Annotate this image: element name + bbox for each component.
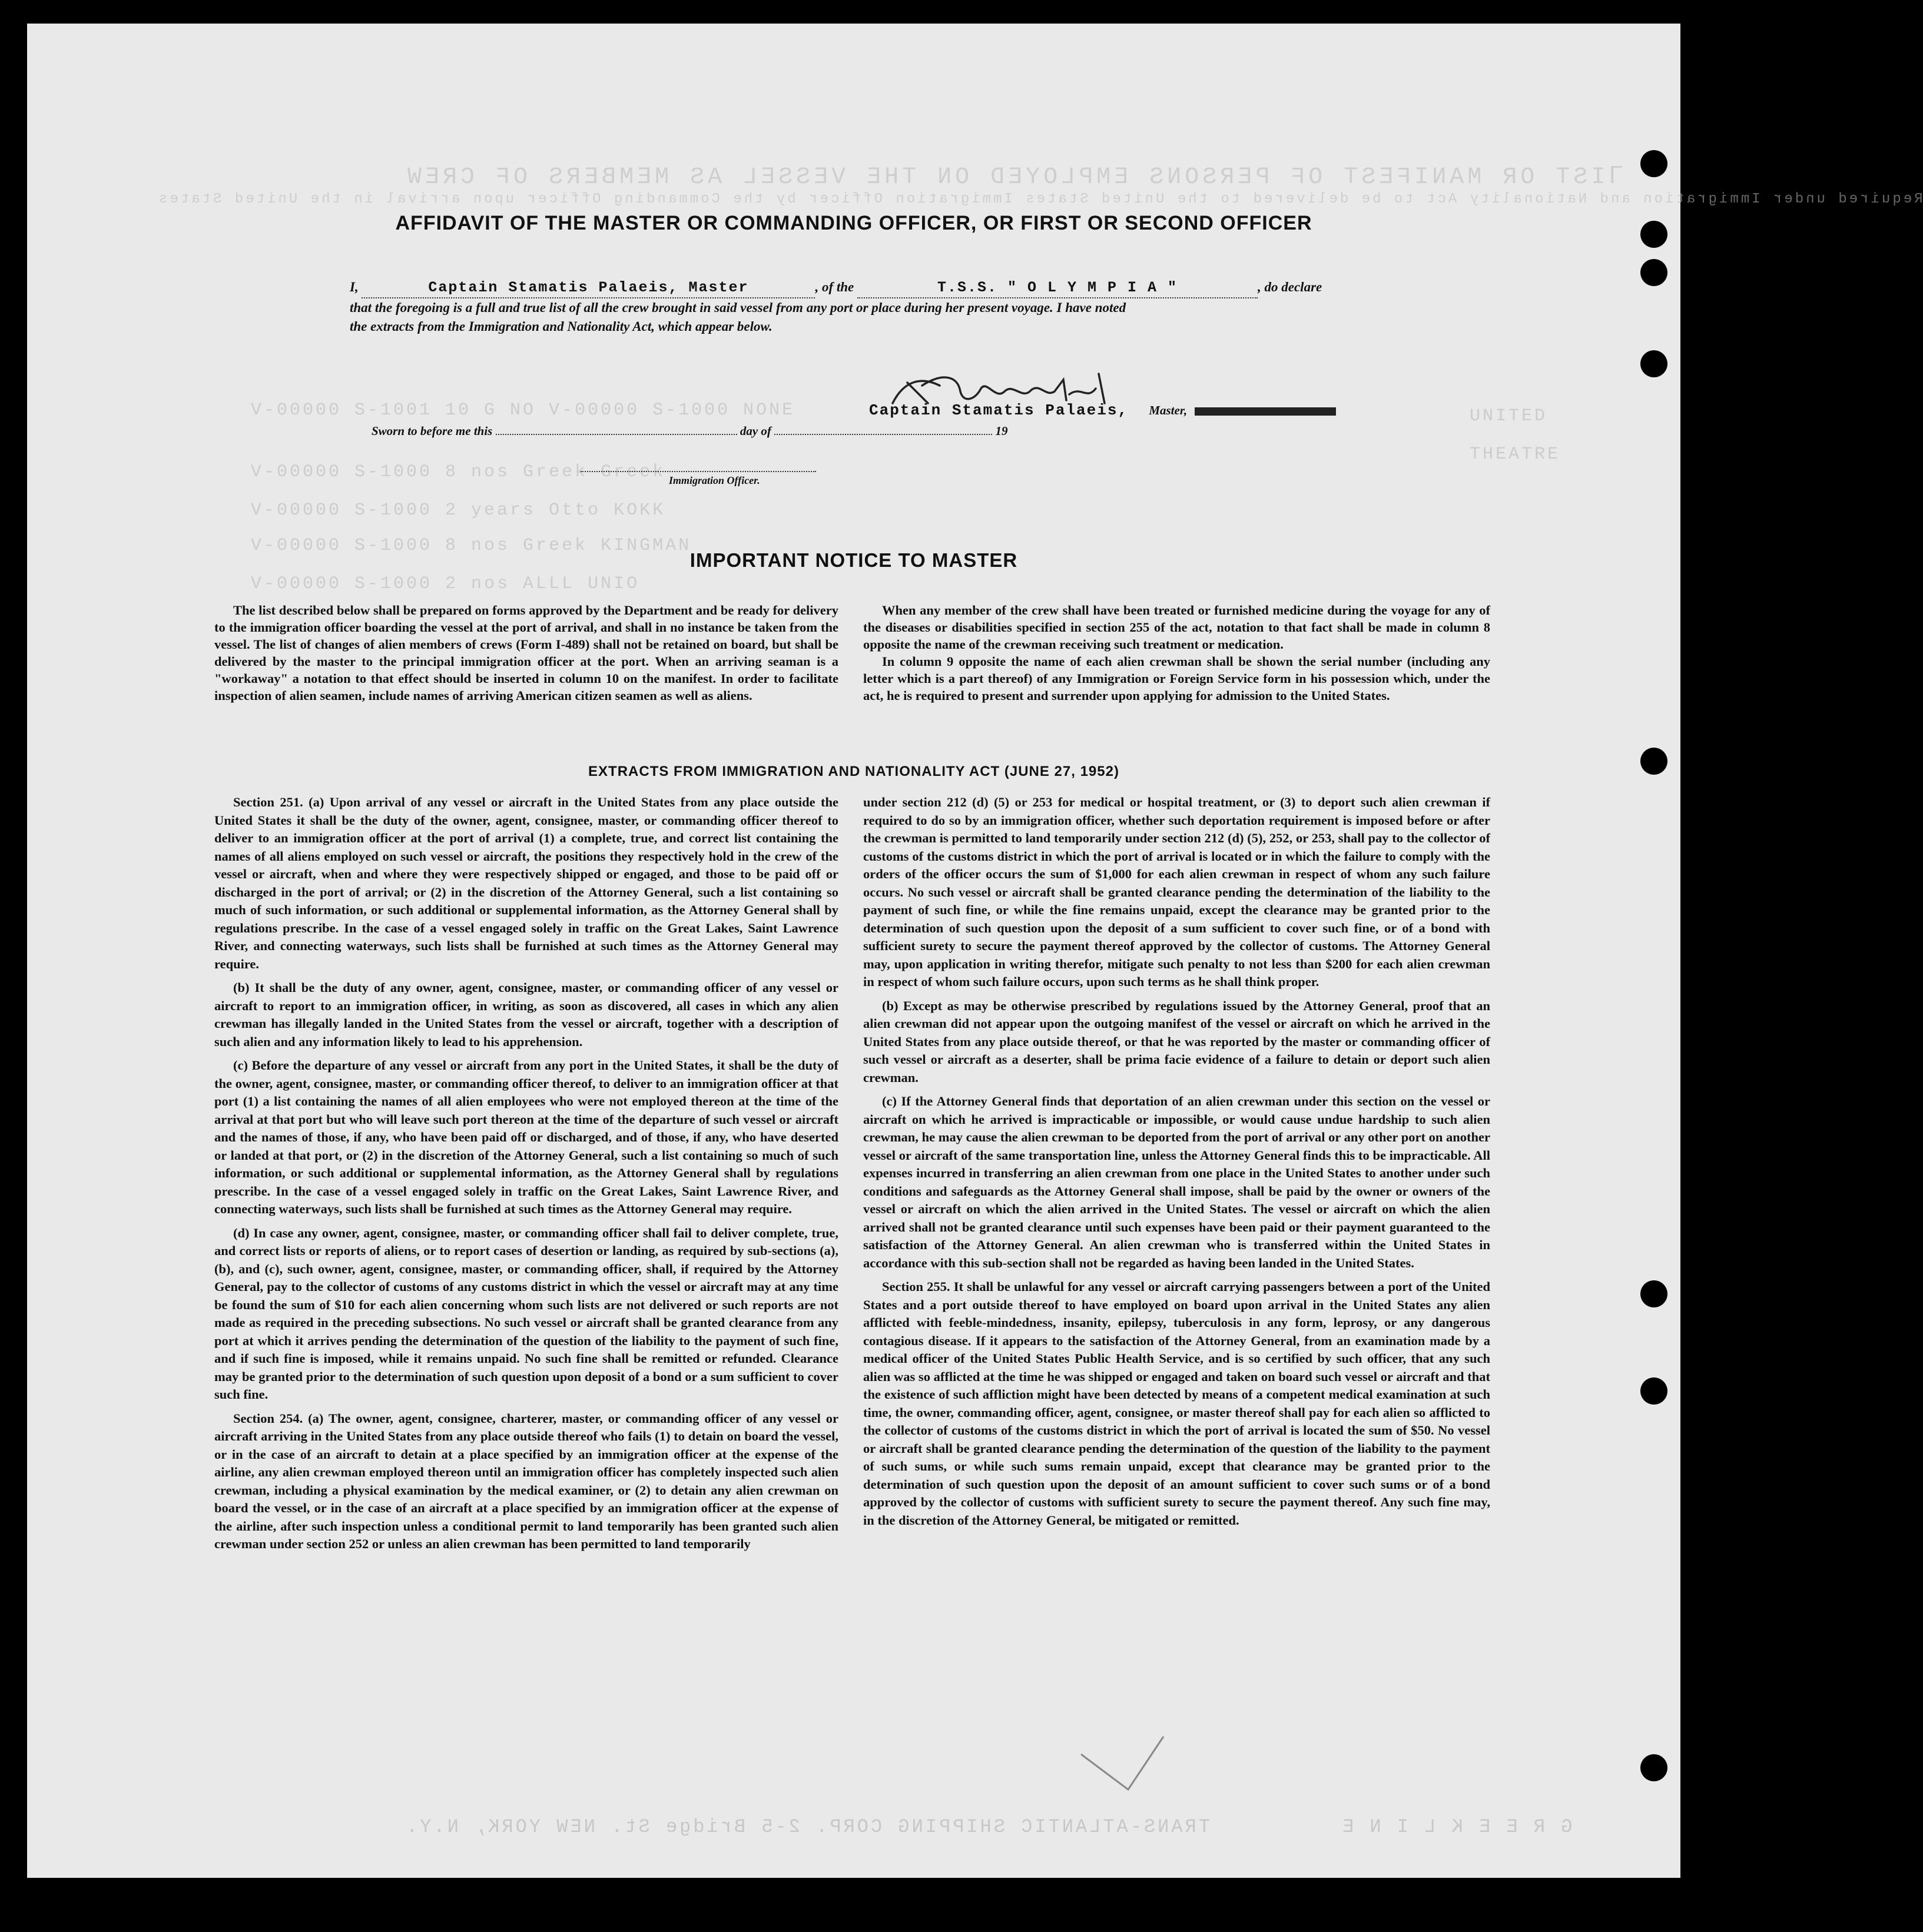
punch-hole	[1640, 1280, 1667, 1307]
bleed-through-text: UNITED	[1470, 406, 1548, 426]
section-251d: (d) In case any owner, agent, consignee, master, or commanding officer shall fail to deliver complete, true, and correct lists or reports of aliens, or to report cases of desertion or landing, as required by sub-sections (a), (b), and (c), such owner, agent, consignee, master, or commanding officer, shall, if required by the Attorney General, pay to the collector of customs of any customs district in which the vessel or aircraft may at any time be found the sum of $10 for each alien concerning whom such lists are not delivered or such reports are not made as required in the preceding subsections. No such vessel or aircraft shall be granted clearance from any port at which it arrives pending the determination of the question of the liability to the payment of such fine, and if such fine is imposed, while it remains unpaid. No such fine shall be remitted or refunded. Clearance may be granted prior to the determination of such question upon deposit of a bond or a sum sufficient to cover such fine.	[214, 1225, 838, 1402]
punch-hole	[1640, 350, 1667, 377]
section-254a-continued: under section 212 (d) (5) or 253 for medical or hospital treatment, or (3) to deport such alien crewman if required to do so by an immigration officer, whether such deportation requirement is imposed before or after the crewman is permitted to land temporarily under section 212 (d) (5), 252, or 253, shall pay to the collector of customs of the customs district in which the port of arrival is located or in which the failure to comply with the orders of the officer occurs the sum of $1,000 for each alien crewman in respect of whom any such failure occurs. No such vessel or aircraft shall be granted clearance pending the determination of the liability to the payment of such fine, or while the fine remains unpaid, except the clearance may be granted prior to the determination of such question upon the deposit of a sum sufficient to cover such fine, or of a bond with sufficient surety to secure the payment thereof approved by the collector of customs. The Attorney General may, upon application in writing therefor, mitigate such penalty to not less than $200 for each alien crewman in respect of whom such failure occurs, upon such terms as he shall think proper.	[863, 795, 1490, 989]
signed-name-row	[869, 401, 1336, 419]
bleed-through-text: V-00000 S-1001 10 G NO V-00000 S-1000 NONE	[251, 400, 795, 420]
pencil-check-mark	[1075, 1731, 1193, 1795]
bleed-through-text: V-00000 S-1000 2 nos ALLL UNIO	[251, 574, 640, 594]
punch-hole	[1640, 259, 1667, 286]
year-label: 19	[995, 424, 1008, 438]
master-name: Captain Stamatis Palaeis, Master	[428, 279, 749, 296]
extracts-left-column	[214, 794, 838, 1559]
bleed-through-text: THEATRE	[1470, 444, 1561, 464]
day-of-label: day of	[740, 424, 771, 438]
declaration-line-3: the extracts from the Immigration and Nationality Act, which appear below.	[350, 319, 772, 334]
vessel-name: T.S.S. " O L Y M P I A "	[937, 279, 1178, 296]
sworn-month-field	[774, 434, 992, 435]
bleed-through-footer: TRANS-ATLANTIC SHIPPING CORP. 2-5 Bridge St. NEW YORK, N.Y.	[404, 1816, 1210, 1838]
declaration-line-2: that the foregoing is a full and true list of all the crew brought in said vessel from any port or place during her present voyage. I have noted	[350, 300, 1126, 315]
declaration-i-label: I,	[350, 280, 359, 294]
section-254b: (b) Except as may be otherwise prescribed by regulations issued by the Attorney General, proof that an alien crewman did not appear upon the outgoing manifest of the vessel or aircraft on which he arrived in the United States from any place outside thereof, or that he was reported by the master or commanding officer of such vessel or aircraft as a deserter, shall be prima facie evidence of a failure to detain or deport such alien crewman.	[863, 998, 1490, 1085]
bleed-through-text: ꓶIST OR MANIFEST OF PERSONS EMPLOYED ON THE VESSEL AS MEMBERS OF CREW	[404, 164, 1622, 191]
bleed-through-text: V-00000 S-1000 2 years Otto KOKK	[251, 500, 666, 520]
notice-title: IMPORTANT NOTICE TO MASTER	[689, 549, 1018, 571]
extracts-right-column	[863, 794, 1490, 1535]
notice-left-paragraph: The list described below shall be prepared on forms approved by the Department and be ready for delivery to the immigration officer boarding the vessel at the port of arrival, and shall in no instance be taken from the vessel. The list of changes of alien members of crews (Form I-489) shall not be retained on board, but shall be delivered by the master to the principal immigration officer at the port. When an arriving seaman is a "workaway" a notation to that effect should be inserted in column 10 on the manifest. In order to facilitate inspection of alien seamen, include names of arriving American citizen seamen as well as aliens.	[214, 603, 838, 703]
master-name-field	[362, 278, 815, 298]
sworn-date-field	[496, 434, 737, 435]
section-254a-start: Section 254. (a) The owner, agent, consignee, charterer, master, or commanding officer of any vessel or aircraft arriving in the United States from any place outside thereof who fails (1) to detain on board the vessel, or in the case of an aircraft to detain at a place specified by an immigration officer at the expense of the airline, any alien crewman employed thereon until an immigration officer has completely inspected such alien crewman, including a physical examination by the medical examiner, or (2) to detain any alien crewman on board the vessel, or in the case of an aircraft at a place specified by an immigration officer at the expense of the airline, after such inspection unless a conditional permit to land temporarily has been granted such alien crewman under section 252 or unless an alien crewman has been permitted to land temporarily	[214, 1410, 838, 1551]
bleed-through-text: V-00000 S-1000 8 nos Greek Greek	[251, 462, 666, 482]
master-label: Master,	[1149, 403, 1188, 417]
bleed-through-text: V-00000 S-1000 8 nos Greek KINGMAN	[251, 536, 692, 556]
declaration-block	[350, 278, 1401, 336]
section-251b: (b) It shall be the duty of any owner, agent, consignee, master, or commanding officer of any vessel or aircraft to report to an immigration officer, in writing, as soon as discovered, all cases in which any alien crewman has illegally landed in the United States from the vessel or aircraft, together with a description of such alien and any information likely to lead to his apprehension.	[214, 980, 838, 1049]
section-254c: (c) If the Attorney General finds that deportation of an alien crewman under this section on the vessel or aircraft on which he arrived is impracticable or impossible, or would cause undue hardship to such alien crewman, he may cause the alien crewman to be deported from the port of arrival or any other port on another vessel or aircraft of the same transportation line, unless the Attorney General finds this to be impracticable. All expenses incurred in transferring an alien crewman from one place in the United States to another under such conditions and safeguards as the Attorney General shall impose, shall be paid by the owner or owners of the vessel or aircraft on which the alien arrived in the United States. The vessel or aircraft on which the alien arrived shall not be granted clearance until such expenses have been paid or their payment guaranteed to the satisfaction of the Attorney General. An alien crewman who is transferred within the United States in accordance with this sub-section shall not be regarded as having been landed in the United States.	[863, 1094, 1490, 1270]
bleed-through-text: Required under Immigration and Nationality Act to be delivered to the United States Immigration Officer by the Commanding Officer upon arrival in the United States	[157, 191, 1923, 207]
vessel-name-field	[857, 278, 1258, 298]
section-251c: (c) Before the departure of any vessel or aircraft from any port in the United States, it shall be the duty of the owner, agent, consignee, master, or commanding officer thereof, to deliver to an immigration officer at that port (1) a list containing the names of all alien employees who were not employed thereon at the time of the arrival at that port but who will leave such port thereon at the time of the departure of such vessel or aircraft and the names of those, if any, who have been paid off or discharged, and of those, if any, who have deserted or landed at that port, or (2) in the discretion of the Attorney General, such a list containing so much of such information, or such additional or supplemental information, as the Attorney General shall by regulations prescribe. In the case of a vessel engaged solely in traffic on the Great Lakes, Saint Lawrence River, and connecting waterways, such lists shall be furnished at such times as the Attorney General may require.	[214, 1058, 838, 1216]
struck-out-text	[1195, 407, 1336, 416]
sworn-label: Sworn to before me this	[372, 424, 493, 438]
do-declare-label: , do declare	[1258, 280, 1322, 294]
punch-hole	[1640, 1754, 1667, 1781]
signed-name: Captain Stamatis Palaeis,	[869, 401, 1129, 419]
punch-hole	[1640, 150, 1667, 177]
notice-right-paragraph-2: In column 9 opposite the name of each alien crewman shall be shown the serial number (including any letter which is a part thereof) of any Immigration or Foreign Service form in his possession which, under the act, he is required to present and surrender upon applying for admission to the United States.	[863, 654, 1490, 703]
section-255: Section 255. It shall be unlawful for any vessel or aircraft carrying passengers between a port of the United States and a port outside thereof to have employed on board upon arrival in the United States any alien afflicted with feeble-mindedness, insanity, epilepsy, tuberculosis in any form, leprosy, or any dangerous contagious disease. If it appears to the satisfaction of the Attorney General, from an examination made by a medical officer of the United States Public Health Service, and is so certified by such officer, that any such alien was so afflicted at the time he was shipped or engaged and taken on board such vessel or aircraft and that the existence of such affliction might have been detected by means of a competent medical examination at such time, the owner, commanding officer, agent, consignee, or master thereof shall pay for each alien so afflicted to the collector of customs of the customs district in which the port of arrival is located the sum of $50. No vessel or aircraft shall be granted clearance pending the determination of the question of the liability to the payment of such sums, or while such sums remain unpaid, except that clearance may be granted prior to the determination of such question upon the deposit of an amount sufficient to cover such sums or of a bond approved by the collector of customs with sufficient surety to secure the payment thereof. Any such fine may, in the discretion of the Attorney General, be mitigated or remitted.	[863, 1279, 1490, 1528]
extracts-title: EXTRACTS FROM IMMIGRATION AND NATIONALITY ACT (JUNE 27, 1952)	[588, 763, 1119, 779]
immigration-officer-label: Immigration Officer.	[669, 474, 760, 486]
notice-left-column	[214, 602, 838, 710]
bleed-through-footer: G R E E K L I N E	[1340, 1816, 1573, 1838]
punch-hole	[1640, 1377, 1667, 1405]
notice-right-paragraph-1: When any member of the crew shall have been treated or furnished medicine during the voyage for any of the diseases or disabilities specified in section 255 of the act, notation to that fact shall be made in column 8 opposite the name of the crewman receiving such treatment or medication.	[863, 603, 1490, 652]
affidavit-title: AFFIDAVIT OF THE MASTER OR COMMANDING OFFICER, OR FIRST OR SECOND OFFICER	[395, 212, 1312, 234]
document-page	[27, 24, 1923, 1878]
officer-signature-line	[581, 471, 816, 472]
of-the-label: , of the	[815, 280, 854, 294]
notice-right-column	[863, 602, 1490, 710]
section-251a: Section 251. (a) Upon arrival of any vessel or aircraft in the United States from any place outside the United States it shall be the duty of the owner, agent, consignee, master, or commanding officer thereof to deliver to an immigration officer at the port of arrival (1) a complete, true, and correct list containing the names of all aliens employed on such vessel or aircraft, the positions they respectively hold in the crew of the vessel or aircraft, when and where they were respectively shipped or engaged, and those to be paid off or discharged in the port of arrival; or (2) in the discretion of the Attorney General, such a list containing so much of such information, or such additional or supplemental information, as the Attorney General shall by regulations prescribe. In the case of a vessel engaged solely in traffic on the Great Lakes, Saint Lawrence River, and connecting waterways, such lists shall be furnished at such times as the Attorney General may require.	[214, 795, 838, 971]
sworn-row	[372, 424, 1007, 439]
